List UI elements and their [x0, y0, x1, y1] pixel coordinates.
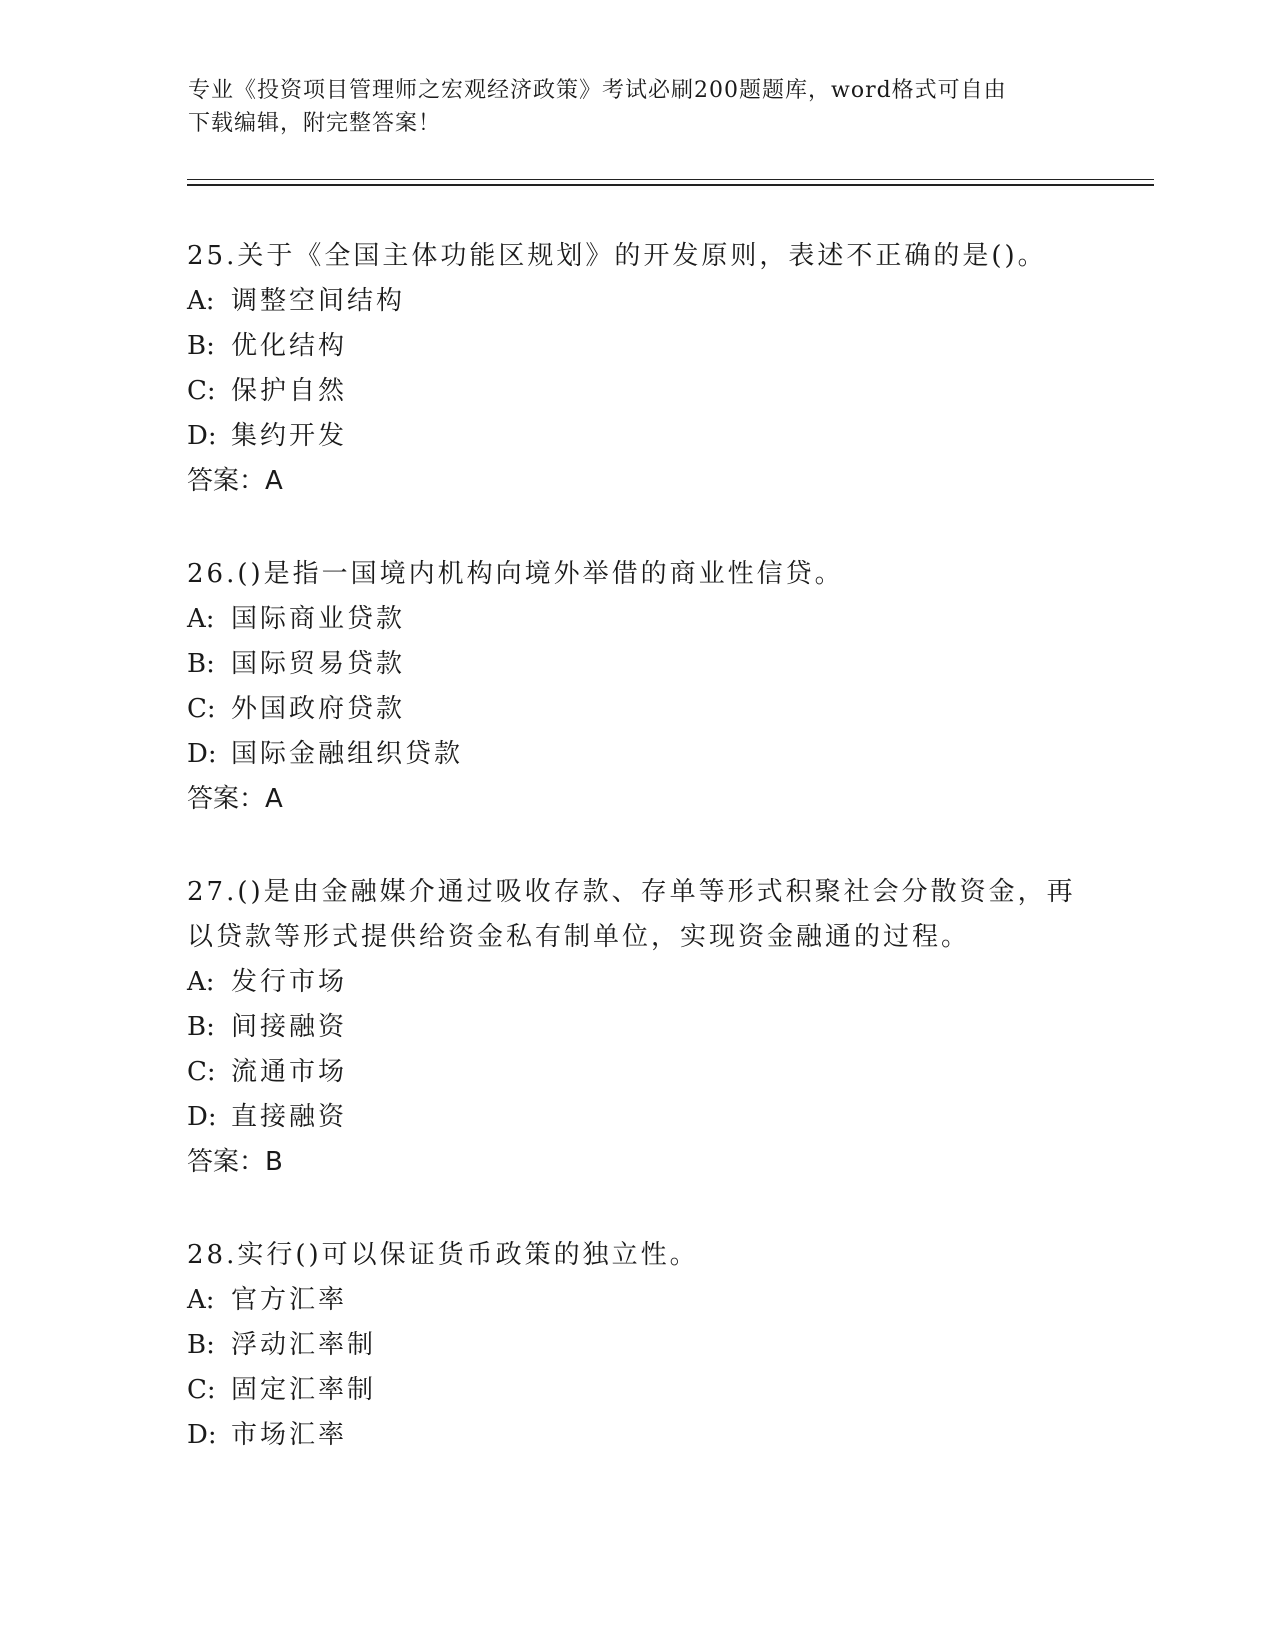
option-a [187, 597, 1087, 642]
option-text: 外国政府贷款 [231, 694, 406, 724]
answer-line: 答案：A [187, 784, 283, 814]
option-key: C: [187, 1375, 216, 1405]
option-key: D: [187, 1102, 217, 1132]
header-divider-thin [187, 179, 1154, 180]
question-25 [187, 234, 1087, 504]
option-text: 国际商业贷款 [231, 604, 406, 634]
option-text: 间接融资 [231, 1012, 348, 1042]
option-c [187, 1368, 1087, 1413]
option-key: C: [187, 694, 216, 724]
option-key: D: [187, 1420, 217, 1450]
option-text: 发行市场 [231, 967, 348, 997]
option-b [187, 1005, 1087, 1050]
option-text: 官方汇率 [231, 1285, 348, 1315]
option-b [187, 642, 1087, 687]
question-stem: 26.()是指一国境内机构向境外举借的商业性信贷。 [187, 559, 844, 589]
header-intro-line-1: 专业《投资项目管理师之宏观经济政策》考试必刷200题题库，word格式可自由 [188, 78, 1007, 103]
option-d [187, 1095, 1087, 1140]
question-stem: 25.关于《全国主体功能区规划》的开发原则，表述不正确的是()。 [187, 241, 1047, 271]
option-key: D: [187, 739, 217, 769]
option-key: B: [187, 331, 215, 361]
option-text: 浮动汇率制 [231, 1330, 377, 1360]
option-key: A: [187, 604, 215, 634]
option-b [187, 324, 1087, 369]
option-text: 直接融资 [231, 1102, 348, 1132]
option-key: B: [187, 649, 215, 679]
question-stem: 28.实行()可以保证货币政策的独立性。 [187, 1240, 699, 1270]
question-28 [187, 1233, 1087, 1458]
option-text: 市场汇率 [231, 1420, 348, 1450]
option-key: D: [187, 421, 217, 451]
option-text: 调整空间结构 [231, 286, 406, 316]
option-c [187, 369, 1087, 414]
question-26 [187, 552, 1087, 822]
option-text: 流通市场 [231, 1057, 348, 1087]
header-divider-thick [187, 184, 1154, 186]
answer-line: 答案：A [187, 466, 283, 496]
option-key: A: [187, 967, 215, 997]
option-text: 集约开发 [231, 421, 348, 451]
option-c [187, 1050, 1087, 1095]
question-stem-line-2: 以贷款等形式提供给资金私有制单位，实现资金融通的过程。 [187, 922, 971, 952]
option-key: C: [187, 1057, 216, 1087]
option-text: 国际贸易贷款 [231, 649, 406, 679]
option-a [187, 960, 1087, 1005]
question-27 [187, 870, 1087, 1185]
header-intro-line-2: 下载编辑，附完整答案！ [188, 111, 442, 136]
question-list [187, 234, 1087, 1506]
option-key: B: [187, 1012, 215, 1042]
option-b [187, 1323, 1087, 1368]
option-key: B: [187, 1330, 215, 1360]
option-key: A: [187, 1285, 215, 1315]
option-d [187, 732, 1087, 777]
option-text: 优化结构 [231, 331, 348, 361]
option-key: A: [187, 286, 215, 316]
option-text: 固定汇率制 [231, 1375, 377, 1405]
option-c [187, 687, 1087, 732]
option-d [187, 414, 1087, 459]
option-a [187, 279, 1087, 324]
document-header [188, 74, 1068, 140]
question-stem-line-1: 27.()是由金融媒介通过吸收存款、存单等形式积聚社会分散资金，再 [187, 877, 1076, 907]
option-text: 国际金融组织贷款 [231, 739, 464, 769]
option-a [187, 1278, 1087, 1323]
option-text: 保护自然 [231, 376, 348, 406]
answer-line: 答案：B [187, 1147, 283, 1177]
option-d [187, 1413, 1087, 1458]
option-key: C: [187, 376, 216, 406]
